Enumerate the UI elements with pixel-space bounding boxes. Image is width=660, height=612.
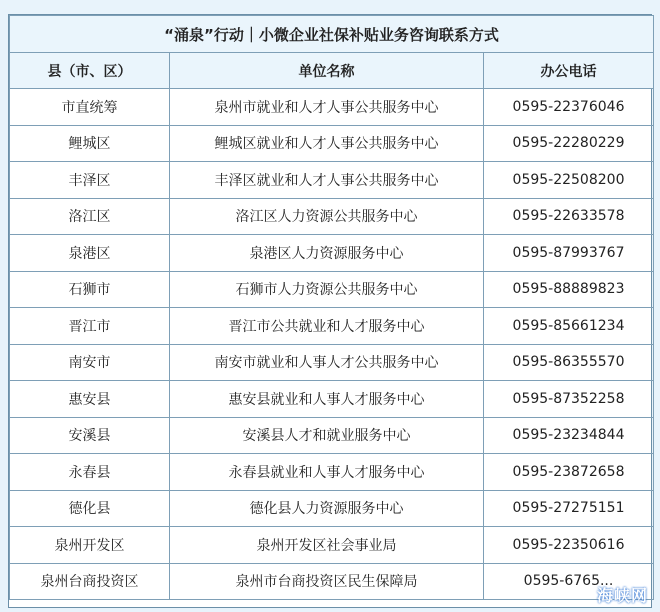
table-row bbox=[10, 89, 654, 126]
table-header-row bbox=[10, 53, 654, 89]
cell-office-phone: 0595-22376046 bbox=[484, 89, 654, 126]
cell-office-phone: 0595-86355570 bbox=[484, 344, 654, 381]
header-county: 县（市、区） bbox=[10, 53, 170, 89]
cell-county: 惠安县 bbox=[10, 381, 170, 418]
table-title: “涌泉”行动｜小微企业社保补贴业务咨询联系方式 bbox=[10, 16, 654, 53]
cell-county: 泉州台商投资区 bbox=[10, 563, 170, 600]
header-office-phone: 办公电话 bbox=[484, 53, 654, 89]
cell-unit-name: 永春县就业和人事人才服务中心 bbox=[170, 454, 484, 491]
cell-unit-name: 石狮市人力资源公共服务中心 bbox=[170, 271, 484, 308]
table-row bbox=[10, 125, 654, 162]
cell-unit-name: 德化县人力资源服务中心 bbox=[170, 490, 484, 527]
cell-unit-name: 泉州开发区社会事业局 bbox=[170, 527, 484, 564]
cell-unit-name: 洛江区人力资源公共服务中心 bbox=[170, 198, 484, 235]
cell-county: 永春县 bbox=[10, 454, 170, 491]
cell-unit-name: 惠安县就业和人事人才服务中心 bbox=[170, 381, 484, 418]
table-row bbox=[10, 308, 654, 345]
cell-office-phone: 0595-87993767 bbox=[484, 235, 654, 272]
table-row bbox=[10, 344, 654, 381]
cell-unit-name: 泉州市台商投资区民生保障局 bbox=[170, 563, 484, 600]
cell-unit-name: 鲤城区就业和人才人事公共服务中心 bbox=[170, 125, 484, 162]
cell-office-phone: 0595-23234844 bbox=[484, 417, 654, 454]
cell-county: 泉州开发区 bbox=[10, 527, 170, 564]
cell-county: 洛江区 bbox=[10, 198, 170, 235]
cell-office-phone: 0595-87352258 bbox=[484, 381, 654, 418]
cell-office-phone: 0595-22280229 bbox=[484, 125, 654, 162]
cell-unit-name: 晋江市公共就业和人才服务中心 bbox=[170, 308, 484, 345]
cell-unit-name: 丰泽区就业和人才人事公共服务中心 bbox=[170, 162, 484, 199]
table-row bbox=[10, 454, 654, 491]
cell-office-phone: 0595-85661234 bbox=[484, 308, 654, 345]
cell-county: 丰泽区 bbox=[10, 162, 170, 199]
cell-office-phone: 0595-23872658 bbox=[484, 454, 654, 491]
table-row bbox=[10, 490, 654, 527]
contact-table-frame bbox=[8, 14, 652, 608]
cell-office-phone: 0595-27275151 bbox=[484, 490, 654, 527]
cell-county: 德化县 bbox=[10, 490, 170, 527]
cell-county: 市直统筹 bbox=[10, 89, 170, 126]
cell-office-phone: 0595-22350616 bbox=[484, 527, 654, 564]
table-row bbox=[10, 162, 654, 199]
cell-office-phone: 0595-88889823 bbox=[484, 271, 654, 308]
table-title-row bbox=[10, 16, 654, 53]
table-row bbox=[10, 381, 654, 418]
cell-unit-name: 安溪县人才和就业服务中心 bbox=[170, 417, 484, 454]
cell-office-phone: 0595-22633578 bbox=[484, 198, 654, 235]
cell-county: 泉港区 bbox=[10, 235, 170, 272]
table-row bbox=[10, 235, 654, 272]
table-row bbox=[10, 527, 654, 564]
cell-office-phone: 0595-22508200 bbox=[484, 162, 654, 199]
cell-unit-name: 泉州市就业和人才人事公共服务中心 bbox=[170, 89, 484, 126]
cell-county: 晋江市 bbox=[10, 308, 170, 345]
cell-county: 安溪县 bbox=[10, 417, 170, 454]
watermark-logo: 海峡网 bbox=[596, 586, 648, 605]
cell-unit-name: 南安市就业和人事人才公共服务中心 bbox=[170, 344, 484, 381]
cell-county: 石狮市 bbox=[10, 271, 170, 308]
table-row bbox=[10, 271, 654, 308]
cell-county: 鲤城区 bbox=[10, 125, 170, 162]
header-unit-name: 单位名称 bbox=[170, 53, 484, 89]
contact-table bbox=[9, 15, 654, 600]
table-row bbox=[10, 563, 654, 600]
table-row bbox=[10, 417, 654, 454]
table-row bbox=[10, 198, 654, 235]
cell-office-phone: 0595-6765... bbox=[484, 563, 654, 600]
cell-county: 南安市 bbox=[10, 344, 170, 381]
cell-unit-name: 泉港区人力资源服务中心 bbox=[170, 235, 484, 272]
